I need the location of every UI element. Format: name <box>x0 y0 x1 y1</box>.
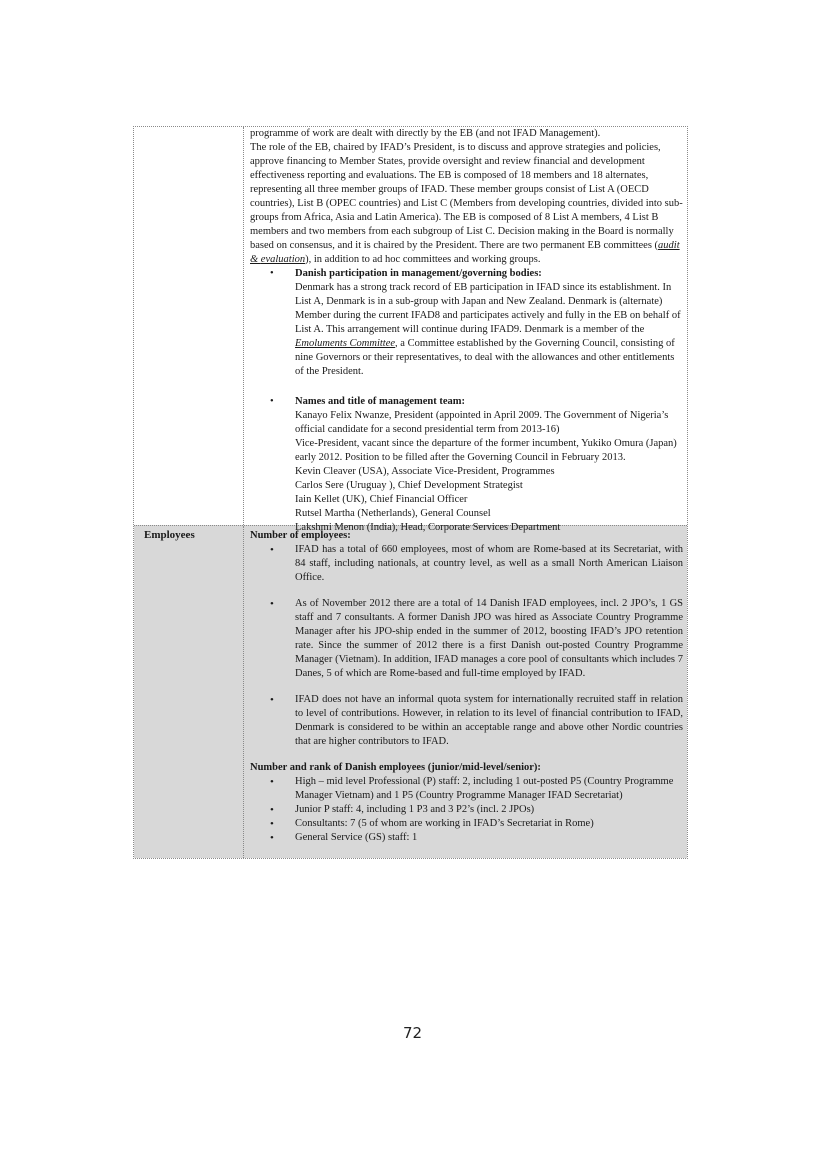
number-of-employees-heading: Number of employees: <box>250 530 351 541</box>
table-row-governance <box>134 127 687 533</box>
management-name: Iain Kellet (UK), Chief Financial Officer <box>295 494 468 505</box>
employees-label: Employees <box>144 529 195 541</box>
danish-employees-heading: Number and rank of Danish employees (junior/mid-level/senior): <box>250 762 541 773</box>
management-name: Kevin Cleaver (USA), Associate Vice-President, Programmes <box>295 466 555 477</box>
evaluation-link[interactable]: evaluation <box>260 254 306 265</box>
rank-bullet: • General Service (GS) staff: 1 <box>250 831 683 845</box>
danish-participation-heading: • Danish participation in management/governing bodies: <box>250 267 683 281</box>
row-label-cell <box>134 526 244 858</box>
row-label-cell <box>134 127 244 525</box>
employee-bullet: • As of November 2012 there are a total of 14 Danish IFAD employees, incl. 2 JPO’s, 1 GS staff and 7 consultants. A former Danish JPO was hired as Associate Country Programme Manager after his JPO-ship ended in the summer of 2012, boosting IFAD’s JPO retention rate. Since the summer of 2012 there is a first Danish out-posted Country Programme Manager (Vietnam). In addition, IFAD manages a core pool of consultants which includes 7 Danes, 5 of which are Rome-based and full-time employed by IFAD. <box>250 597 683 681</box>
rank-bullet: • Consultants: 7 (5 of whom are working in IFAD’s Secretariat in Rome) <box>250 817 683 831</box>
employees-content-cell <box>244 526 687 858</box>
management-name: Carlos Sere (Uruguay ), Chief Development Strategist <box>295 480 523 491</box>
profile-table <box>133 126 688 859</box>
governance-content-cell <box>244 127 687 533</box>
emoluments-committee-link[interactable]: Emoluments Committee <box>295 338 396 349</box>
audit-link[interactable]: audit <box>658 240 680 251</box>
management-name: Vice-President, vacant since the departure of the former incumbent, Yukiko Omura (Japan) early 2012. Position to be filled after the Governing Council in February 2013. <box>295 438 677 463</box>
employee-bullet: • IFAD does not have an informal quota system for internationally recruited staff in relation to level of contributions. However, in relation to its level of financial contribution to IFAD, Denmark is considered to be within an acceptable range and above other Nordic countries that are higher contributors to IFAD. <box>250 693 683 749</box>
management-name: Lakshmi Menon (India), Head, Corporate Services Department <box>295 522 561 533</box>
page-number: 72 <box>402 1024 423 1042</box>
rank-bullet: • High – mid level Professional (P) staff: 2, including 1 out-posted P5 (Country Programme Manager Vietnam) and 1 P5 (Country Programme Manager IFAD Secretariat) <box>250 775 683 803</box>
employee-bullet: • IFAD has a total of 660 employees, most of whom are Rome-based at its Secretariat, with 84 staff, including nationals, at country level, as well as a small North American Liaison Office. <box>250 543 683 585</box>
management-team-heading: • Names and title of management team: <box>250 395 683 409</box>
danish-participation-text: Denmark has a strong track record of EB participation in IFAD since its establishment. In List A, Denmark is in a sub-group with Japan and New Zealand. Denmark is (alternate) Member during the current IFAD8 and participates actively and fully in the EB on behalf of List A. This arrangement will continue during IFAD9. Denmark is a member of the Emoluments Committee, a Committee established by the Governing Council, consisting of nine Governors or their representatives, to deal with the allowances and other entitlements of the President. <box>295 282 681 377</box>
management-name: Rutsel Martha (Netherlands), General Counsel <box>295 508 491 519</box>
table-row-employees <box>134 525 687 858</box>
continued-line: programme of work are dealt with directly by the EB (and not IFAD Management). <box>250 128 601 139</box>
management-name: Kanayo Felix Nwanze, President (appointed in April 2009. The Government of Nigeria’s official candidate for a second presidential term from 2013-16) <box>295 410 669 435</box>
rank-bullet: • Junior P staff: 4, including 1 P3 and 3 P2’s (incl. 2 JPOs) <box>250 803 683 817</box>
eb-role-paragraph: The role of the EB, chaired by IFAD’s President, is to discuss and approve strategies and policies, approve financing to Member States, provide oversight and review financial and development effectiveness reporting and evaluations. The EB is composed of 18 members and 18 alternates, representing all three member groups of IFAD. These member groups consist of List A (OECD countries), List B (OPEC countries) and List C (Members from developing countries, divided into sub-groups from Africa, Asia and Latin America). The EB is composed of 8 List A members, 4 List B members and two members from each subgroup of List C. Decision making in the Board is normally based on consensus, and it is chaired by the President. There are two permanent EB committees (audit & evaluation), in addition to ad hoc committees and working groups. <box>250 142 683 265</box>
